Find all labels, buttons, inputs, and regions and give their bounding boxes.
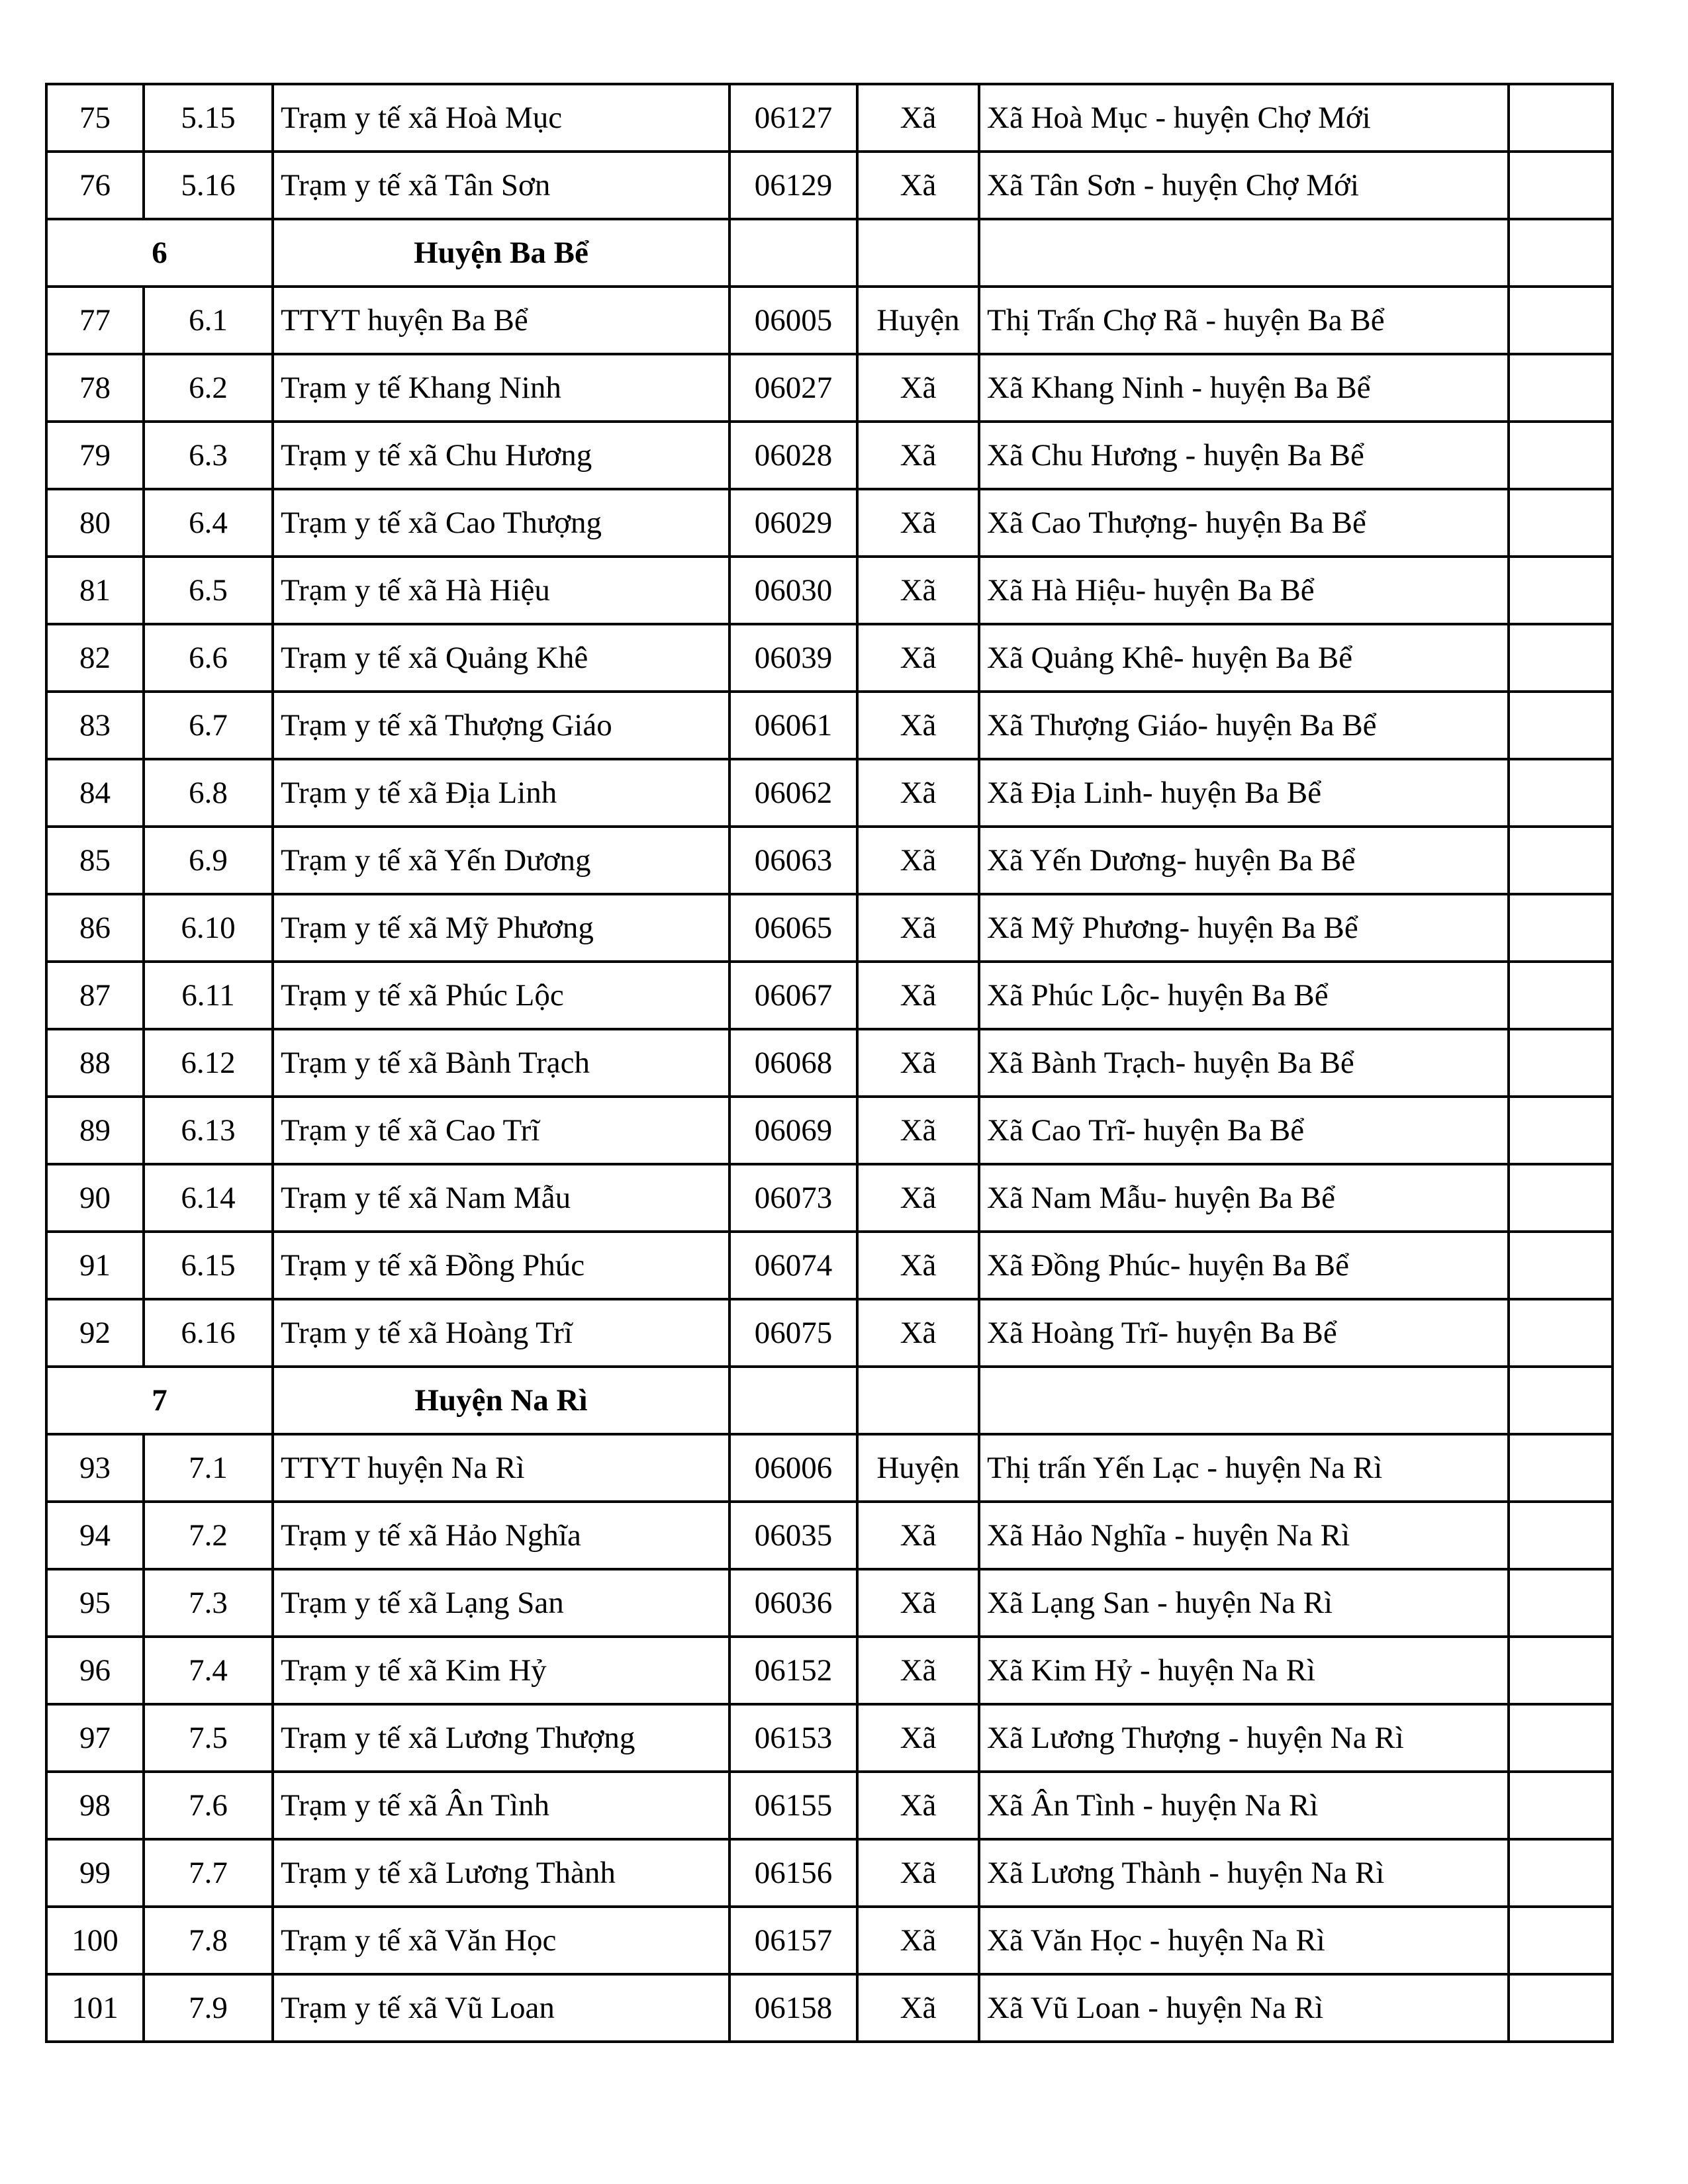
stt-cell: 98 bbox=[46, 1772, 144, 1839]
table-row bbox=[46, 1839, 1613, 1907]
level-cell: Xã bbox=[857, 1907, 979, 1974]
code-cell: 6.5 bbox=[144, 557, 273, 624]
level-cell: Xã bbox=[857, 1637, 979, 1704]
stt-cell: 100 bbox=[46, 1907, 144, 1974]
level-cell: Xã bbox=[857, 1097, 979, 1164]
stt-cell: 87 bbox=[46, 962, 144, 1029]
code-cell: 7.6 bbox=[144, 1772, 273, 1839]
empty-cell bbox=[979, 219, 1509, 287]
address-cell: Xã Đồng Phúc- huyện Ba Bể bbox=[979, 1232, 1509, 1299]
facility-name-cell: Trạm y tế xã Đồng Phúc bbox=[273, 1232, 729, 1299]
district-number: 6 bbox=[46, 219, 273, 287]
code-cell: 7.3 bbox=[144, 1569, 273, 1637]
table-row bbox=[46, 1097, 1613, 1164]
unit-code-cell: 06068 bbox=[729, 1029, 857, 1097]
table-row bbox=[46, 1704, 1613, 1772]
code-cell: 7.2 bbox=[144, 1502, 273, 1569]
level-cell: Xã bbox=[857, 624, 979, 692]
stt-cell: 76 bbox=[46, 152, 144, 219]
note-cell bbox=[1509, 624, 1613, 692]
table-row bbox=[46, 1029, 1613, 1097]
facility-name-cell: Trạm y tế xã Lương Thượng bbox=[273, 1704, 729, 1772]
district-title: Huyện Na Rì bbox=[273, 1367, 729, 1434]
unit-code-cell: 06156 bbox=[729, 1839, 857, 1907]
facility-name-cell: Trạm y tế Khang Ninh bbox=[273, 354, 729, 422]
code-cell: 7.8 bbox=[144, 1907, 273, 1974]
stt-cell: 80 bbox=[46, 489, 144, 557]
level-cell: Xã bbox=[857, 489, 979, 557]
stt-cell: 79 bbox=[46, 422, 144, 489]
unit-code-cell: 06129 bbox=[729, 152, 857, 219]
facility-name-cell: Trạm y tế xã Tân Sơn bbox=[273, 152, 729, 219]
stt-cell: 99 bbox=[46, 1839, 144, 1907]
unit-code-cell: 06157 bbox=[729, 1907, 857, 1974]
address-cell: Xã Hà Hiệu- huyện Ba Bể bbox=[979, 557, 1509, 624]
stt-cell: 96 bbox=[46, 1637, 144, 1704]
code-cell: 6.15 bbox=[144, 1232, 273, 1299]
note-cell bbox=[1509, 962, 1613, 1029]
unit-code-cell: 06127 bbox=[729, 84, 857, 152]
empty-cell bbox=[857, 1367, 979, 1434]
address-cell: Xã Phúc Lộc- huyện Ba Bể bbox=[979, 962, 1509, 1029]
stt-cell: 93 bbox=[46, 1434, 144, 1502]
table-row bbox=[46, 827, 1613, 894]
code-cell: 6.16 bbox=[144, 1299, 273, 1367]
address-cell: Xã Yến Dương- huyện Ba Bể bbox=[979, 827, 1509, 894]
note-cell bbox=[1509, 1569, 1613, 1637]
unit-code-cell: 06029 bbox=[729, 489, 857, 557]
code-cell: 6.11 bbox=[144, 962, 273, 1029]
table-row bbox=[46, 1502, 1613, 1569]
address-cell: Xã Vũ Loan - huyện Na Rì bbox=[979, 1974, 1509, 2042]
facility-name-cell: Trạm y tế xã Hảo Nghĩa bbox=[273, 1502, 729, 1569]
code-cell: 6.8 bbox=[144, 759, 273, 827]
address-cell: Xã Hoà Mục - huyện Chợ Mới bbox=[979, 84, 1509, 152]
address-cell: Xã Kim Hỷ - huyện Na Rì bbox=[979, 1637, 1509, 1704]
level-cell: Xã bbox=[857, 422, 979, 489]
facility-name-cell: Trạm y tế xã Hà Hiệu bbox=[273, 557, 729, 624]
level-cell: Xã bbox=[857, 962, 979, 1029]
table-row bbox=[46, 1299, 1613, 1367]
code-cell: 7.9 bbox=[144, 1974, 273, 2042]
note-cell bbox=[1509, 489, 1613, 557]
note-cell bbox=[1509, 152, 1613, 219]
note-cell bbox=[1509, 692, 1613, 759]
level-cell: Xã bbox=[857, 692, 979, 759]
facility-name-cell: Trạm y tế xã Hoàng Trĩ bbox=[273, 1299, 729, 1367]
level-cell: Xã bbox=[857, 827, 979, 894]
note-cell bbox=[1509, 354, 1613, 422]
stt-cell: 86 bbox=[46, 894, 144, 962]
table-row bbox=[46, 489, 1613, 557]
level-cell: Xã bbox=[857, 152, 979, 219]
table-row bbox=[46, 692, 1613, 759]
table-row bbox=[46, 84, 1613, 152]
stt-cell: 92 bbox=[46, 1299, 144, 1367]
note-cell bbox=[1509, 1097, 1613, 1164]
facility-name-cell: Trạm y tế xã Cao Trĩ bbox=[273, 1097, 729, 1164]
stt-cell: 89 bbox=[46, 1097, 144, 1164]
table-row bbox=[46, 759, 1613, 827]
facility-name-cell: Trạm y tế xã Nam Mẫu bbox=[273, 1164, 729, 1232]
empty-cell bbox=[1509, 1367, 1613, 1434]
note-cell bbox=[1509, 1502, 1613, 1569]
level-cell: Xã bbox=[857, 84, 979, 152]
code-cell: 7.4 bbox=[144, 1637, 273, 1704]
table-row bbox=[46, 1907, 1613, 1974]
unit-code-cell: 06153 bbox=[729, 1704, 857, 1772]
district-title: Huyện Ba Bể bbox=[273, 219, 729, 287]
code-cell: 6.6 bbox=[144, 624, 273, 692]
unit-code-cell: 06067 bbox=[729, 962, 857, 1029]
note-cell bbox=[1509, 422, 1613, 489]
level-cell: Xã bbox=[857, 1974, 979, 2042]
note-cell bbox=[1509, 1299, 1613, 1367]
code-cell: 6.14 bbox=[144, 1164, 273, 1232]
facility-name-cell: Trạm y tế xã Mỹ Phương bbox=[273, 894, 729, 962]
code-cell: 7.7 bbox=[144, 1839, 273, 1907]
stt-cell: 75 bbox=[46, 84, 144, 152]
table-row bbox=[46, 1569, 1613, 1637]
address-cell: Xã Hoàng Trĩ- huyện Ba Bể bbox=[979, 1299, 1509, 1367]
address-cell: Xã Chu Hương - huyện Ba Bể bbox=[979, 422, 1509, 489]
facility-name-cell: Trạm y tế xã Kim Hỷ bbox=[273, 1637, 729, 1704]
address-cell: Xã Ân Tình - huyện Na Rì bbox=[979, 1772, 1509, 1839]
unit-code-cell: 06063 bbox=[729, 827, 857, 894]
code-cell: 5.15 bbox=[144, 84, 273, 152]
unit-code-cell: 06061 bbox=[729, 692, 857, 759]
facility-name-cell: Trạm y tế xã Thượng Giáo bbox=[273, 692, 729, 759]
stt-cell: 88 bbox=[46, 1029, 144, 1097]
facility-name-cell: Trạm y tế xã Bành Trạch bbox=[273, 1029, 729, 1097]
level-cell: Huyện bbox=[857, 1434, 979, 1502]
note-cell bbox=[1509, 1772, 1613, 1839]
address-cell: Thị Trấn Chợ Rã - huyện Ba Bể bbox=[979, 287, 1509, 354]
stt-cell: 95 bbox=[46, 1569, 144, 1637]
table-body bbox=[46, 84, 1613, 2042]
unit-code-cell: 06005 bbox=[729, 287, 857, 354]
note-cell bbox=[1509, 287, 1613, 354]
level-cell: Xã bbox=[857, 894, 979, 962]
level-cell: Xã bbox=[857, 759, 979, 827]
table-row bbox=[46, 624, 1613, 692]
level-cell: Xã bbox=[857, 354, 979, 422]
district-header-row bbox=[46, 219, 1613, 287]
facility-name-cell: Trạm y tế xã Cao Thượng bbox=[273, 489, 729, 557]
facility-name-cell: Trạm y tế xã Chu Hương bbox=[273, 422, 729, 489]
stt-cell: 81 bbox=[46, 557, 144, 624]
unit-code-cell: 06039 bbox=[729, 624, 857, 692]
note-cell bbox=[1509, 1839, 1613, 1907]
unit-code-cell: 06065 bbox=[729, 894, 857, 962]
stt-cell: 78 bbox=[46, 354, 144, 422]
code-cell: 6.9 bbox=[144, 827, 273, 894]
level-cell: Xã bbox=[857, 1704, 979, 1772]
facility-name-cell: Trạm y tế xã Hoà Mục bbox=[273, 84, 729, 152]
code-cell: 6.2 bbox=[144, 354, 273, 422]
facility-table bbox=[45, 83, 1614, 2043]
address-cell: Xã Hảo Nghĩa - huyện Na Rì bbox=[979, 1502, 1509, 1569]
unit-code-cell: 06030 bbox=[729, 557, 857, 624]
code-cell: 6.13 bbox=[144, 1097, 273, 1164]
address-cell: Xã Cao Thượng- huyện Ba Bể bbox=[979, 489, 1509, 557]
unit-code-cell: 06062 bbox=[729, 759, 857, 827]
note-cell bbox=[1509, 1232, 1613, 1299]
stt-cell: 97 bbox=[46, 1704, 144, 1772]
facility-name-cell: TTYT huyện Ba Bể bbox=[273, 287, 729, 354]
note-cell bbox=[1509, 894, 1613, 962]
unit-code-cell: 06027 bbox=[729, 354, 857, 422]
address-cell: Xã Thượng Giáo- huyện Ba Bể bbox=[979, 692, 1509, 759]
code-cell: 7.1 bbox=[144, 1434, 273, 1502]
facility-name-cell: TTYT huyện Na Rì bbox=[273, 1434, 729, 1502]
facility-name-cell: Trạm y tế xã Yến Dương bbox=[273, 827, 729, 894]
address-cell: Xã Cao Trĩ- huyện Ba Bể bbox=[979, 1097, 1509, 1164]
address-cell: Xã Văn Học - huyện Na Rì bbox=[979, 1907, 1509, 1974]
code-cell: 6.1 bbox=[144, 287, 273, 354]
address-cell: Xã Mỹ Phương- huyện Ba Bể bbox=[979, 894, 1509, 962]
level-cell: Xã bbox=[857, 1029, 979, 1097]
table-row bbox=[46, 557, 1613, 624]
note-cell bbox=[1509, 1907, 1613, 1974]
level-cell: Xã bbox=[857, 1299, 979, 1367]
table-row bbox=[46, 1974, 1613, 2042]
empty-cell bbox=[729, 1367, 857, 1434]
unit-code-cell: 06073 bbox=[729, 1164, 857, 1232]
address-cell: Xã Nam Mẫu- huyện Ba Bể bbox=[979, 1164, 1509, 1232]
stt-cell: 84 bbox=[46, 759, 144, 827]
note-cell bbox=[1509, 1974, 1613, 2042]
level-cell: Xã bbox=[857, 1839, 979, 1907]
table-row bbox=[46, 1772, 1613, 1839]
table-row bbox=[46, 1637, 1613, 1704]
level-cell: Xã bbox=[857, 557, 979, 624]
level-cell: Xã bbox=[857, 1502, 979, 1569]
facility-name-cell: Trạm y tế xã Văn Học bbox=[273, 1907, 729, 1974]
note-cell bbox=[1509, 1637, 1613, 1704]
note-cell bbox=[1509, 1029, 1613, 1097]
facility-name-cell: Trạm y tế xã Quảng Khê bbox=[273, 624, 729, 692]
unit-code-cell: 06035 bbox=[729, 1502, 857, 1569]
facility-name-cell: Trạm y tế xã Địa Linh bbox=[273, 759, 729, 827]
unit-code-cell: 06075 bbox=[729, 1299, 857, 1367]
empty-cell bbox=[979, 1367, 1509, 1434]
unit-code-cell: 06069 bbox=[729, 1097, 857, 1164]
code-cell: 6.4 bbox=[144, 489, 273, 557]
level-cell: Xã bbox=[857, 1164, 979, 1232]
note-cell bbox=[1509, 759, 1613, 827]
code-cell: 5.16 bbox=[144, 152, 273, 219]
note-cell bbox=[1509, 84, 1613, 152]
address-cell: Xã Lương Thành - huyện Na Rì bbox=[979, 1839, 1509, 1907]
unit-code-cell: 06036 bbox=[729, 1569, 857, 1637]
address-cell: Xã Tân Sơn - huyện Chợ Mới bbox=[979, 152, 1509, 219]
address-cell: Xã Khang Ninh - huyện Ba Bể bbox=[979, 354, 1509, 422]
level-cell: Xã bbox=[857, 1232, 979, 1299]
table-row bbox=[46, 152, 1613, 219]
table-row bbox=[46, 894, 1613, 962]
table-row bbox=[46, 1164, 1613, 1232]
empty-cell bbox=[857, 219, 979, 287]
note-cell bbox=[1509, 1164, 1613, 1232]
address-cell: Xã Lạng San - huyện Na Rì bbox=[979, 1569, 1509, 1637]
level-cell: Huyện bbox=[857, 287, 979, 354]
note-cell bbox=[1509, 1704, 1613, 1772]
address-cell: Xã Lương Thượng - huyện Na Rì bbox=[979, 1704, 1509, 1772]
facility-name-cell: Trạm y tế xã Phúc Lộc bbox=[273, 962, 729, 1029]
stt-cell: 91 bbox=[46, 1232, 144, 1299]
unit-code-cell: 06074 bbox=[729, 1232, 857, 1299]
table-row bbox=[46, 1232, 1613, 1299]
table-row bbox=[46, 354, 1613, 422]
table-row bbox=[46, 962, 1613, 1029]
stt-cell: 82 bbox=[46, 624, 144, 692]
unit-code-cell: 06152 bbox=[729, 1637, 857, 1704]
stt-cell: 101 bbox=[46, 1974, 144, 2042]
district-number: 7 bbox=[46, 1367, 273, 1434]
stt-cell: 85 bbox=[46, 827, 144, 894]
note-cell bbox=[1509, 557, 1613, 624]
stt-cell: 90 bbox=[46, 1164, 144, 1232]
facility-name-cell: Trạm y tế xã Vũ Loan bbox=[273, 1974, 729, 2042]
unit-code-cell: 06006 bbox=[729, 1434, 857, 1502]
note-cell bbox=[1509, 1434, 1613, 1502]
address-cell: Xã Bành Trạch- huyện Ba Bể bbox=[979, 1029, 1509, 1097]
facility-name-cell: Trạm y tế xã Lương Thành bbox=[273, 1839, 729, 1907]
empty-cell bbox=[1509, 219, 1613, 287]
table-row bbox=[46, 422, 1613, 489]
stt-cell: 94 bbox=[46, 1502, 144, 1569]
code-cell: 6.7 bbox=[144, 692, 273, 759]
code-cell: 6.3 bbox=[144, 422, 273, 489]
district-header-row bbox=[46, 1367, 1613, 1434]
address-cell: Thị trấn Yến Lạc - huyện Na Rì bbox=[979, 1434, 1509, 1502]
code-cell: 6.10 bbox=[144, 894, 273, 962]
stt-cell: 77 bbox=[46, 287, 144, 354]
table-row bbox=[46, 1434, 1613, 1502]
code-cell: 6.12 bbox=[144, 1029, 273, 1097]
code-cell: 7.5 bbox=[144, 1704, 273, 1772]
empty-cell bbox=[729, 219, 857, 287]
facility-name-cell: Trạm y tế xã Ân Tình bbox=[273, 1772, 729, 1839]
table-row bbox=[46, 287, 1613, 354]
stt-cell: 83 bbox=[46, 692, 144, 759]
unit-code-cell: 06158 bbox=[729, 1974, 857, 2042]
unit-code-cell: 06028 bbox=[729, 422, 857, 489]
level-cell: Xã bbox=[857, 1569, 979, 1637]
address-cell: Xã Quảng Khê- huyện Ba Bể bbox=[979, 624, 1509, 692]
unit-code-cell: 06155 bbox=[729, 1772, 857, 1839]
note-cell bbox=[1509, 827, 1613, 894]
address-cell: Xã Địa Linh- huyện Ba Bể bbox=[979, 759, 1509, 827]
level-cell: Xã bbox=[857, 1772, 979, 1839]
facility-name-cell: Trạm y tế xã Lạng San bbox=[273, 1569, 729, 1637]
